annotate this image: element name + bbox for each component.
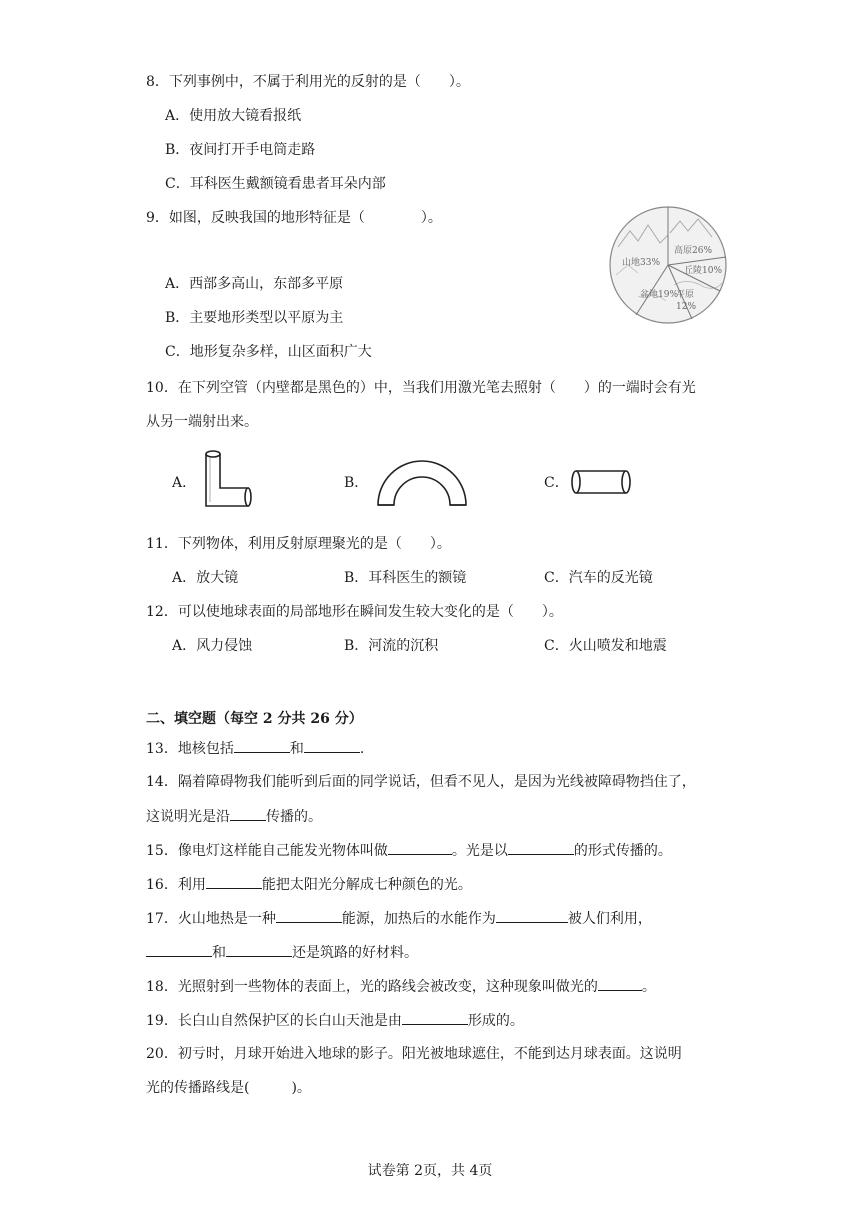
q8-option-a: A．使用放大镜看报纸 xyxy=(165,108,302,124)
q17-blank-4[interactable] xyxy=(226,942,292,957)
q14-line2 xyxy=(146,806,322,827)
page-footer: 试卷第 2页，共 4页 xyxy=(367,1163,493,1179)
q16-blank-1[interactable] xyxy=(206,874,262,889)
q9-stem: 9．如图，反映我国的地形特征是（ ）。 xyxy=(146,210,442,226)
pie-label-plain-percent: 12% xyxy=(676,302,697,312)
q8-option-b: B．夜间打开手电筒走路 xyxy=(165,142,316,158)
q17-blank-1[interactable] xyxy=(276,908,342,923)
q15-text-2: 。光是以 xyxy=(451,843,508,859)
q10-stem-line1: 10．在下列空管（内壁都是黑色的）中，当我们用激光笔去照射（ ）的一端时会有光 xyxy=(146,380,696,396)
q15-text-1: 15．像电灯这样能自己能发光物体叫做 xyxy=(146,843,388,859)
q14-line1: 14．隔着障碍物我们能听到后面的同学说话，但看不见人，是因为光线被障碍物挡住了， xyxy=(146,774,696,790)
q18-blank-1[interactable] xyxy=(598,976,642,991)
q13-blank-1[interactable] xyxy=(234,738,290,753)
q20-line1: 20．初亏时，月球开始进入地球的影子。阳光被地球遮住，不能到达月球表面。这说明 xyxy=(146,1046,682,1062)
q11-option-c: C．汽车的反光镜 xyxy=(544,570,653,586)
q18-text-2: 。 xyxy=(641,979,656,995)
q16-text-1: 16．利用 xyxy=(146,877,206,893)
q20-line2: 光的传播路线是( )。 xyxy=(146,1080,311,1096)
q13-text-1: 13．地核包括 xyxy=(146,741,234,757)
pie-label-plain: 平原 xyxy=(676,290,695,300)
pie-label-mountain: 山地33% xyxy=(622,258,661,268)
q10-stem-line2: 从另一端射出来。 xyxy=(146,414,258,430)
pie-label-basin: 盆地19% xyxy=(640,290,679,300)
q9-option-a: A．西部多高山，东部多平原 xyxy=(165,276,344,292)
q14-text-1: 这说明光是沿 xyxy=(146,809,230,825)
q9-option-c: C．地形复杂多样，山区面积广大 xyxy=(165,344,372,360)
q18-text-1: 18．光照射到一些物体的表面上，光的路线会被改变，这种现象叫做光的 xyxy=(146,979,598,995)
q12-option-a: A．风力侵蚀 xyxy=(172,638,253,654)
q14-blank-1[interactable] xyxy=(230,806,266,821)
q10-option-c-label: C． xyxy=(544,475,569,491)
q13-text-3: . xyxy=(359,741,365,757)
q13-blank-2[interactable] xyxy=(304,738,360,753)
q19-text-2: 形成的。 xyxy=(467,1013,524,1029)
q19-text-1: 19．长白山自然保护区的长白山天池是由 xyxy=(146,1013,402,1029)
q12-option-c: C．火山喷发和地震 xyxy=(544,638,667,654)
q17-text-3: 被人们利用， xyxy=(567,911,652,927)
q19-blank-1[interactable] xyxy=(402,1010,468,1025)
pie-label-hills: 丘陵10% xyxy=(684,266,723,276)
pie-label-plateau: 高原26% xyxy=(674,246,713,256)
q13 xyxy=(146,738,364,759)
q17-line2 xyxy=(146,942,418,963)
q15-text-3: 的形式传播的。 xyxy=(573,843,672,859)
q16-text-2: 能把太阳光分解成七种颜色的光。 xyxy=(261,877,472,893)
q9-option-b: B．主要地形类型以平原为主 xyxy=(165,310,344,326)
q14-text-2: 传播的。 xyxy=(266,809,322,825)
terrain-pie-figure xyxy=(608,205,728,325)
q17-text-4: 和 xyxy=(212,945,226,961)
q17-line1 xyxy=(146,908,652,929)
arch-tube-icon xyxy=(374,455,470,509)
q8-stem: 8．下列事例中，不属于利用光的反射的是（ ）。 xyxy=(146,74,470,90)
q11-stem: 11．下列物体，利用反射原理聚光的是（ ）。 xyxy=(146,536,451,552)
q15-blank-2[interactable] xyxy=(508,840,574,855)
section-2-title: 二、填空题（每空 2 分共 26 分） xyxy=(146,711,363,727)
q10-option-a-label: A． xyxy=(172,475,197,491)
q17-blank-2[interactable] xyxy=(496,908,568,923)
q18 xyxy=(146,976,656,997)
q17-text-5: 还是筑路的好材料。 xyxy=(292,945,418,961)
q13-text-2: 和 xyxy=(289,741,304,757)
q16 xyxy=(146,874,472,895)
q12-option-b: B．河流的沉积 xyxy=(344,638,439,654)
q19 xyxy=(146,1010,524,1031)
l-shaped-tube-icon xyxy=(202,448,252,510)
q15-blank-1[interactable] xyxy=(388,840,452,855)
q15 xyxy=(146,840,672,861)
q8-option-c: C．耳科医生戴额镜看患者耳朵内部 xyxy=(165,176,386,192)
q17-blank-3[interactable] xyxy=(146,942,212,957)
q17-text-2: 能源，加热后的水能作为 xyxy=(341,911,496,927)
q17-text-1: 17．火山地热是一种 xyxy=(146,911,276,927)
straight-tube-icon xyxy=(570,468,634,496)
q11-option-a: A．放大镜 xyxy=(172,570,239,586)
q10-option-b-label: B． xyxy=(344,475,369,491)
q12-stem: 12．可以使地球表面的局部地形在瞬间发生较大变化的是（ ）。 xyxy=(146,604,563,620)
q11-option-b: B．耳科医生的额镜 xyxy=(344,570,467,586)
